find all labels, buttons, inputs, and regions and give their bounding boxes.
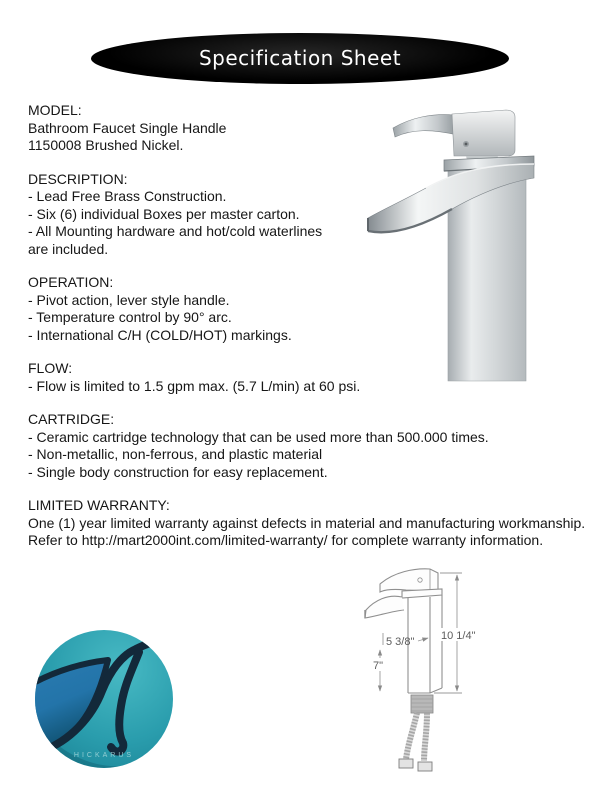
header-ellipse <box>91 33 509 84</box>
dim-spout-height: 7" <box>373 660 384 672</box>
section-flow <box>28 360 588 395</box>
spec-line: - Temperature control by 90° arc. <box>28 309 232 325</box>
section-heading: MODEL: <box>28 102 82 118</box>
spec-line: 1150008 Brushed Nickel. <box>28 137 184 153</box>
warranty-url-line: Refer to http://mart2000int.com/limited-warranty/ for complete warranty information. <box>28 532 544 548</box>
section-heading: LIMITED WARRANTY: <box>28 497 170 513</box>
spec-line: - Single body construction for easy replacement. <box>28 463 328 480</box>
dim-spout-reach: 5 3/8" <box>386 636 415 648</box>
page-title: Specification Sheet <box>198 45 402 70</box>
section-heading: DESCRIPTION: <box>28 170 128 187</box>
section-heading: FLOW: <box>28 360 73 376</box>
brand-logo <box>34 629 174 769</box>
spec-line: - Pivot action, lever style handle. <box>28 291 230 308</box>
spec-line: - Six (6) individual Boxes per master carton. <box>28 205 300 222</box>
spec-line: - International C/H (COLD/HOT) markings. <box>28 326 292 343</box>
dimension-diagram <box>350 560 505 790</box>
spec-line: - All Mounting hardware and hot/cold waterlines <box>28 223 323 239</box>
spec-text-block <box>28 102 588 566</box>
dim-overall-height: 10 1/4" <box>441 630 476 642</box>
hickarus-logo-icon <box>34 629 174 769</box>
section-heading: OPERATION: <box>28 274 114 290</box>
section-operation <box>28 274 588 344</box>
brand-name: HICKARUS <box>73 752 135 759</box>
spec-line: - Non-metallic, non-ferrous, and plastic material <box>28 446 323 462</box>
section-limited-warranty <box>28 497 588 550</box>
spec-line: One (1) year limited warranty against defects in material and manufacturing workmanship. <box>28 514 586 531</box>
section-heading: CARTRIDGE: <box>28 411 115 427</box>
section-description <box>28 171 588 259</box>
faucet-line-drawing <box>350 560 505 790</box>
spec-line: - Lead Free Brass Construction. <box>28 188 227 204</box>
spec-line: are included. <box>28 240 109 257</box>
section-model <box>28 102 588 155</box>
spec-line: Bathroom Faucet Single Handle <box>28 119 227 136</box>
section-cartridge <box>28 411 588 481</box>
spec-line: - Ceramic cartridge technology that can be used more than 500.000 times. <box>28 428 489 445</box>
spec-line: - Flow is limited to 1.5 gpm max. (5.7 L/min) at 60 psi. <box>28 377 361 394</box>
